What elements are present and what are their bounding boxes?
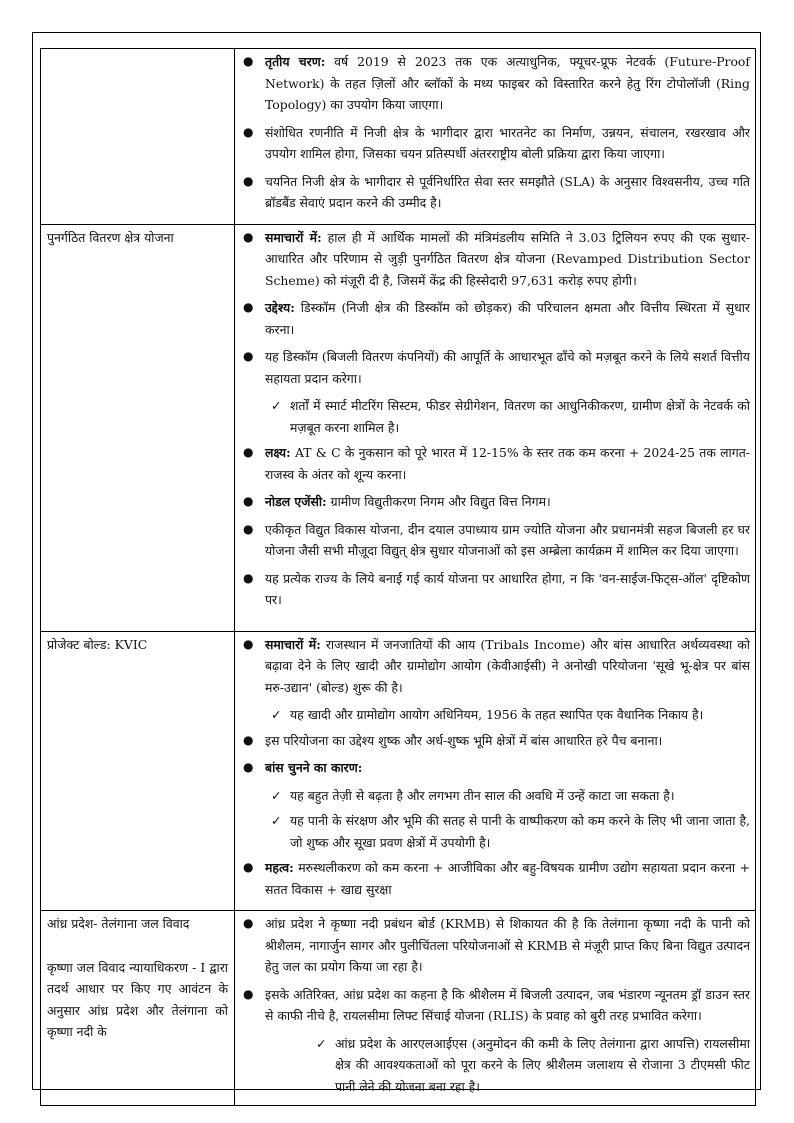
item-text: राजस्थान में जनजातियों की आय (Tribals Income) और बांस आधारित अर्थव्यवस्था को बढ़ावा देने के लिए खादी और ग्रामोद्योग आयोग (केवीआईसी) ने अनोखी परियोजना 'सूखे भू-क्षेत्र पर बांस मरु-उद्यान' (बोल्ड) शुरू की है।: [265, 636, 750, 695]
bullet-icon: ●: [243, 54, 254, 68]
item-text: AT & C के नुकसान को पूरे भारत में 12-15% के स्तर तक कम करना + 2024-25 तक लागत-राजस्व के अंतर को शून्य करना।: [265, 445, 750, 482]
check-item: [235, 785, 750, 807]
topic-subtitle: कृष्णा जल विवाद न्यायाधिकरण - I द्वारा तदर्थ आधार पर किए गए आवंटन के अनुसार आंध्र प्रदेश और तेलंगाना को कृष्णा नदी के: [47, 959, 228, 1039]
topic-cell: [41, 631, 235, 911]
item-text: इस परियोजना का उद्देश्य शुष्क और अर्ध-शुष्क भूमि क्षेत्रों में बांस आधारित हरे पैच बनाना।: [265, 732, 663, 748]
topic-title: आंध्र प्रदेश- तेलंगाना जल विवाद: [47, 916, 190, 931]
item-text: संशोधित रणनीति में निजी क्षेत्र के भागीदार द्वारा भारतनेट का निर्माण, उन्नयन, संचालन, रखरखाव और उपयोग शामिल होगा, जिसका चयन प्रतिस्पर्धी अंतरराष्ट्रीय बोली प्रक्रिया द्वारा किया जाएगा।: [265, 124, 750, 161]
checkmark-icon: ✓: [271, 398, 282, 413]
bullet-item: [235, 491, 750, 513]
notes-table: [40, 48, 756, 1106]
check-item: [235, 395, 750, 438]
item-label: तृतीय चरण:: [265, 54, 326, 69]
bullet-icon: ●: [243, 986, 254, 1001]
item-text: आंध्र प्रदेश ने कृष्णा नदी प्रबंधन बोर्ड (KRMB) से शिकायत की है कि तेलंगाना कृष्णा नदी के पानी को श्रीशैलम, नागार्जुन सागर और पुलीचिंतला परियोजनाओं से KRMB से मंज़ूरी प्राप्त किए बिना विद्युत उत्पादन हेतु जल का प्रयोग किया जा रहा है।: [265, 916, 750, 974]
item-text: आंध्र प्रदेश के आरएलआईएस (अनुमोदन की कमी के लिए तेलंगाना द्वारा आपत्ति) रायलसीमा क्षेत्र की आवश्यकताओं को पूरा करने के लिए श्रीशैलम जलाशय से रोजाना 3 टीएमसी फीट पानी लेने की योजना बना रहा है।: [335, 1035, 750, 1094]
table-row: [41, 49, 756, 225]
item-text: यह बहुत तेज़ी से बढ़ता है और लगभग तीन साल की अवधि में उन्हें काटा जा सकता है।: [290, 787, 675, 803]
topic-title: पुनर्गठित वितरण क्षेत्र योजना: [47, 229, 174, 245]
item-text: इसके अतिरिक्त, आंध्र प्रदेश का कहना है कि श्रीशैलम में बिजली उत्पादन, जब भंडारण न्यूनतम ड्रॉ डाउन स्तर से काफी नीचे है, रायलसीमा लिफ्ट सिंचाई योजना (RLIS) के प्रवाह को बुरी तरह प्रभावित करेगा।: [265, 986, 750, 1023]
details-cell: [235, 224, 756, 631]
item-text: यह खादी और ग्रामोद्योग आयोग अधिनियम, 1956 के तहत स्थापित एक वैधानिक निकाय है।: [290, 707, 704, 722]
bullet-icon: ●: [243, 300, 254, 314]
checkmark-icon: ✓: [271, 813, 282, 828]
item-text: मरुस्थलीकरण को कम करना + आजीविका और बहु-विषयक ग्रामीण उद्योग सहायता प्रदान करना + सतत विकास + खाद्य सुरक्षा: [265, 860, 750, 897]
bullet-icon: ●: [243, 760, 254, 774]
check-item: [235, 1033, 750, 1098]
details-cell: [235, 911, 756, 1106]
bullet-icon: ●: [243, 445, 254, 459]
item-label: महत्व:: [265, 860, 294, 875]
item-label: नोडल एजेंसी:: [265, 494, 327, 509]
bullet-icon: ●: [243, 916, 254, 930]
bullet-item: [235, 984, 750, 1027]
bullet-item: [235, 297, 750, 340]
checkmark-icon: ✓: [316, 1035, 327, 1051]
item-label: समाचारों में:: [265, 636, 321, 652]
bullet-icon: ●: [243, 732, 254, 747]
details-cell: [235, 631, 756, 911]
bullet-icon: ●: [243, 636, 254, 651]
topic-cell: [41, 911, 235, 1106]
item-label: लक्ष्य:: [265, 445, 291, 460]
bullet-item: [235, 122, 750, 165]
bullet-icon: ●: [243, 570, 254, 585]
check-item: [235, 704, 750, 726]
bullet-item: [235, 568, 750, 611]
bullet-item: [235, 519, 750, 562]
topic-cell: [41, 49, 235, 225]
bullet-icon: ●: [243, 173, 254, 188]
bullet-item: [235, 442, 750, 485]
bullet-icon: ●: [243, 860, 254, 874]
bullet-item: [235, 171, 750, 214]
table-row: [41, 224, 756, 631]
topic-title: प्रोजेक्ट बोल्ड: KVIC: [47, 636, 148, 652]
bullet-icon: ●: [243, 349, 254, 363]
bullet-icon: ●: [243, 521, 254, 536]
bullet-item: [235, 730, 750, 752]
bullet-icon: ●: [243, 494, 254, 508]
item-text: यह पानी के संरक्षण और भूमि की सतह से पानी के वाष्पीकरण को कम करने के लिए भी जाना जाता है, जो शुष्क और सूखा प्रवण क्षेत्रों में उपयोगी है।: [290, 813, 750, 850]
bullet-item: [235, 227, 750, 292]
bullet-item: [235, 857, 750, 900]
item-label: उद्देश्य:: [265, 300, 295, 315]
details-cell: [235, 49, 756, 225]
item-text: शर्तों में स्मार्ट मीटरिंग सिस्टम, फीडर सेग्रीगेशन, वितरण का आधुनिकीकरण, ग्रामीण क्षेत्रों के नेटवर्क को मज़बूत करना शामिल है।: [290, 398, 750, 435]
item-label: समाचारों में:: [265, 229, 322, 245]
item-text: यह प्रत्येक राज्य के लिये बनाई गई कार्य योजना पर आधारित होगा, न कि 'वन-साईज-फिट्स-ऑल' दृष्टिकोण पर।: [265, 570, 750, 607]
item-label: बांस चुनने का कारण:: [265, 760, 363, 775]
item-text: ग्रामीण विद्युतीकरण निगम और विद्युत वित्त निगम।: [326, 494, 551, 509]
item-text: एकीकृत विद्युत विकास योजना, दीन दयाल उपाध्याय ग्राम ज्योति योजना और प्रधानमंत्री सहज बिजली हर घर योजना जैसी सभी मौज़ूदा विद्युत् क्षेत्र सुधार योजनाओं को इस अम्ब्रेला कार्यक्रम में शामिल कर दिया जाएगा।: [265, 521, 750, 558]
bullet-item: [235, 51, 750, 116]
table-row: [41, 631, 756, 911]
item-text: यह डिस्कॉम (बिजली वितरण कंपनियों) की आपूर्ति के आधारभूत ढाँचे को मज़बूत करने के लिये सशर्त वित्तीय सहायता प्रदान करेगा।: [265, 349, 750, 386]
bullet-item: [235, 913, 750, 978]
bullet-item: [235, 634, 750, 699]
table-row: [41, 911, 756, 1106]
checkmark-icon: ✓: [271, 707, 282, 722]
checkmark-icon: ✓: [271, 787, 282, 803]
bullet-icon: ●: [243, 229, 254, 244]
item-text: डिस्कॉम (निजी क्षेत्र की डिस्कॉम को छोड़कर) की परिचालन क्षमता और वित्तीय स्थिरता में सुधार करना।: [265, 300, 750, 337]
bullet-item: [235, 346, 750, 389]
bullet-item: [235, 757, 750, 779]
item-text: चयनित निजी क्षेत्र के भागीदार से पूर्वनिर्धारित सेवा स्तर समझौते (SLA) के अनुसार विश्वसनीय, उच्च गति ब्रॉडबैंड सेवाएं प्रदान करने की उम्मीद है।: [265, 173, 750, 210]
bullet-icon: ●: [243, 124, 254, 139]
topic-cell: [41, 224, 235, 631]
item-text: वर्ष 2019 से 2023 तक एक अत्याधुनिक, फ्यूचर-प्रूफ नेटवर्क (Future-Proof Network) के तहत ज़िलों और ब्लॉकों के मध्य फाइबर को विस्तारित करने हेतु रिंग टोपोलॉजी (Ring Topology) का उपयोग किया जाएगा।: [265, 54, 750, 112]
item-text: हाल ही में आर्थिक मामलों की मंत्रिमंडलीय समिति ने 3.03 ट्रिलियन रुपए की एक सुधार-आधारित और परिणाम से जुड़ी पुनर्गठित वितरण क्षेत्र योजना (Revamped Distribution Sector Scheme) को मंज़ूरी दी है, जिसमें केंद्र की हिस्सेदारी 97,631 करोड़ रुपए होगी।: [265, 229, 750, 288]
check-item: [235, 810, 750, 853]
